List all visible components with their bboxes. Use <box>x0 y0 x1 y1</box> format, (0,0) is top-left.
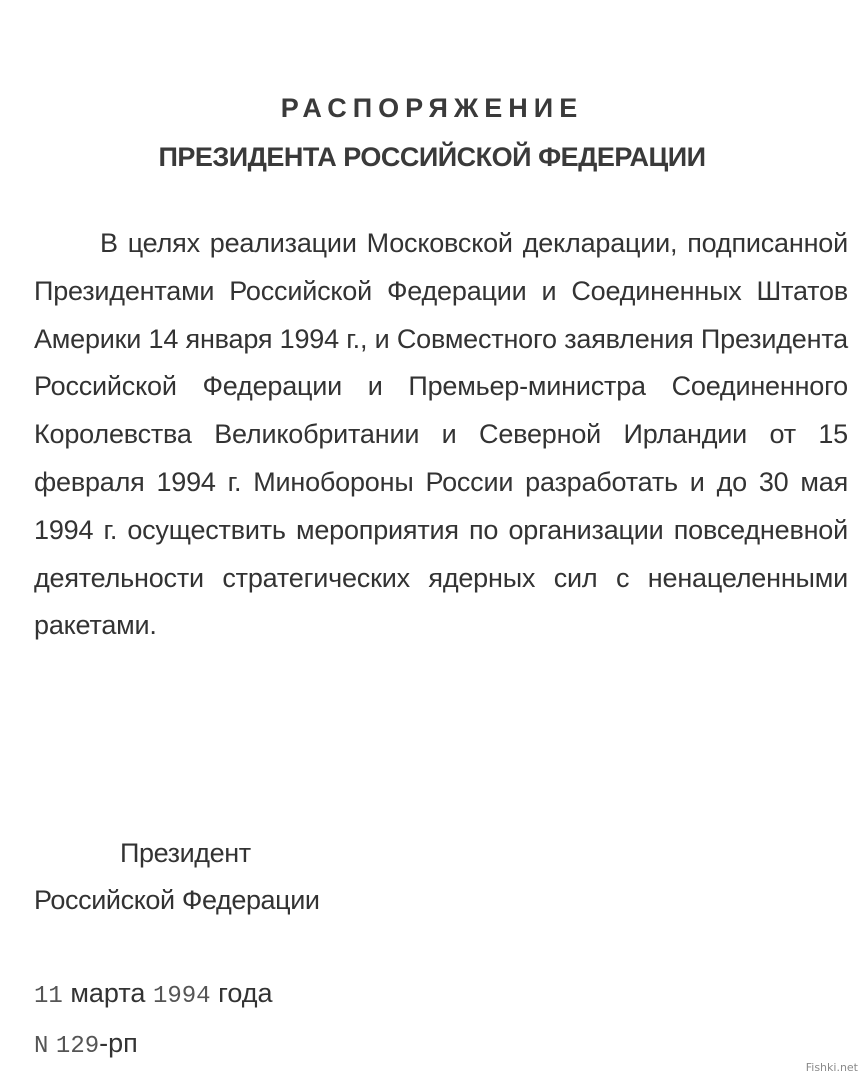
date-line <box>34 970 273 1020</box>
order-number-line <box>34 1020 273 1070</box>
date-year: 1994 <box>152 983 211 1010</box>
date-month: марта <box>70 978 146 1008</box>
watermark: Fishki.net <box>805 1061 858 1074</box>
order-number-suffix: -рп <box>99 1028 138 1058</box>
date-block <box>34 970 273 1070</box>
signature-block <box>34 830 320 924</box>
signature-office: Российской Федерации <box>34 885 320 915</box>
document-subheading: ПРЕЗИДЕНТА РОССИЙСКОЙ ФЕДЕРАЦИИ <box>158 142 706 172</box>
date-suffix: года <box>218 978 273 1008</box>
order-number-value: 129 <box>55 1033 100 1060</box>
document-heading: РАСПОРЯЖЕНИЕ <box>280 93 584 123</box>
date-day: 11 <box>34 983 63 1010</box>
order-number-prefix: N <box>34 1033 49 1060</box>
document-body: В целях реализации Московской декларации, подписанной Президентами Российской Федерации и Соединенных Штатов Америки 14 января 1994 г., и Совместного заявления Президента Российской Федерации и Премьер-министра Соединенного Королевства Великобритании и Северной Ирландии от 15 февраля 1994 г. Минобороны России разработать и до 30 мая 1994 г. осуществить мероприятия по организации повседневной деятельности стратегических ядерных сил с ненацеленными ракетами. <box>34 228 848 641</box>
signature-title: Президент <box>120 838 251 868</box>
